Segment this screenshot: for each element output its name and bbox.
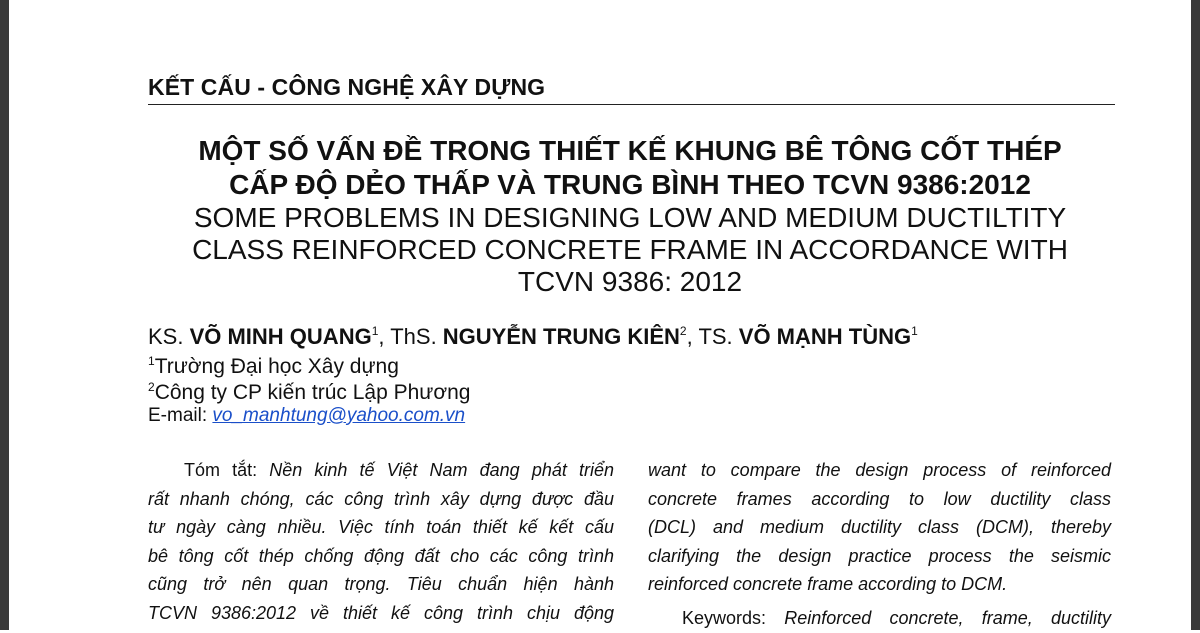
keywords-text: Reinforced concrete, frame, ductility	[784, 608, 1111, 628]
abstract-en-line-2: concrete frames according to low ductility class	[648, 488, 1111, 509]
abstract-vn-line-4: bê tông cốt thép chống động đất cho các công trình	[148, 545, 614, 566]
email-line	[148, 405, 465, 427]
email-label: E-mail:	[148, 405, 213, 426]
page-edge-right	[1191, 0, 1200, 630]
author-1-name: VÕ MINH QUANG	[189, 324, 372, 349]
abstract-vn	[148, 456, 614, 627]
page-edge-left	[0, 0, 9, 630]
affiliation-1-text: Trường Đại học Xây dựng	[154, 355, 399, 378]
author-2-name: NGUYỄN TRUNG KIÊN	[442, 324, 680, 349]
title-en-line-2: CLASS REINFORCED CONCRETE FRAME IN ACCORDANCE WITH	[192, 234, 1068, 265]
author-3-prefix: TS.	[698, 324, 739, 349]
abstract-en	[648, 456, 1111, 599]
author-1-prefix: KS.	[148, 324, 190, 349]
abstract-en-line-4: clarifying the design practice process the seismic	[648, 545, 1111, 566]
author-3-name: VÕ MẠNH TÙNG	[738, 324, 912, 349]
title-vn-line-1: MỘT SỐ VẤN ĐỀ TRONG THIẾT KẾ KHUNG BÊ TÔNG CỐT THÉP	[198, 135, 1062, 166]
author-2-prefix: ThS.	[390, 324, 443, 349]
section-header: KẾT CẤU - CÔNG NGHỆ XÂY DỰNG	[148, 74, 546, 100]
affiliation-1-sup: 1	[148, 354, 155, 368]
author-list	[148, 324, 918, 350]
author-1-sep: ,	[378, 324, 391, 349]
author-2-sep: ,	[686, 324, 699, 349]
abstract-vn-label: Tóm tắt:	[184, 460, 270, 480]
abstract-vn-text-1: Nền kinh tế Việt Nam đang phát triển	[269, 460, 614, 480]
abstract-vn-line-6: TCVN 9386:2012 về thiết kế công trình chịu động	[148, 602, 614, 623]
abstract-vn-line-2: rất nhanh chóng, các công trình xây dựng được đầu	[148, 488, 614, 509]
author-3-sup: 1	[911, 324, 918, 338]
affiliation-2	[148, 380, 470, 405]
keywords-label: Keywords:	[682, 608, 785, 628]
keywords-line	[648, 604, 1111, 633]
title-en-line-3: TCVN 9386: 2012	[517, 266, 743, 297]
title-en-line-1: SOME PROBLEMS IN DESIGNING LOW AND MEDIUM DUCTILTITY	[193, 202, 1067, 233]
abstract-vn-line-5: cũng trở nên quan trọng. Tiêu chuẩn hiện hành	[148, 574, 614, 594]
abstract-vn-line-3: tư ngày càng nhiều. Việc tính toán thiết kế kết cấu	[148, 517, 614, 537]
title-vn-line-2: CẤP ĐỘ DẺO THẤP VÀ TRUNG BÌNH THEO TCVN 9386:2012	[229, 169, 1031, 200]
abstract-vn-line-1	[148, 456, 614, 485]
author-1-sup: 1	[371, 324, 379, 338]
header-rule	[148, 104, 1115, 105]
affiliation-1	[148, 354, 399, 379]
abstract-en-line-5: reinforced concrete frame according to DCM.	[648, 574, 1008, 594]
email-link[interactable]: vo_manhtung@yahoo.com.vn	[212, 405, 466, 426]
affiliation-2-sup: 2	[148, 380, 155, 394]
abstract-en-line-1: want to compare the design process of reinforced	[648, 460, 1111, 480]
author-2-sup: 2	[679, 324, 687, 338]
affiliation-2-text: Công ty CP kiến trúc Lập Phương	[154, 381, 471, 404]
abstract-en-line-3: (DCL) and medium ductility class (DCM), thereby	[648, 517, 1111, 537]
